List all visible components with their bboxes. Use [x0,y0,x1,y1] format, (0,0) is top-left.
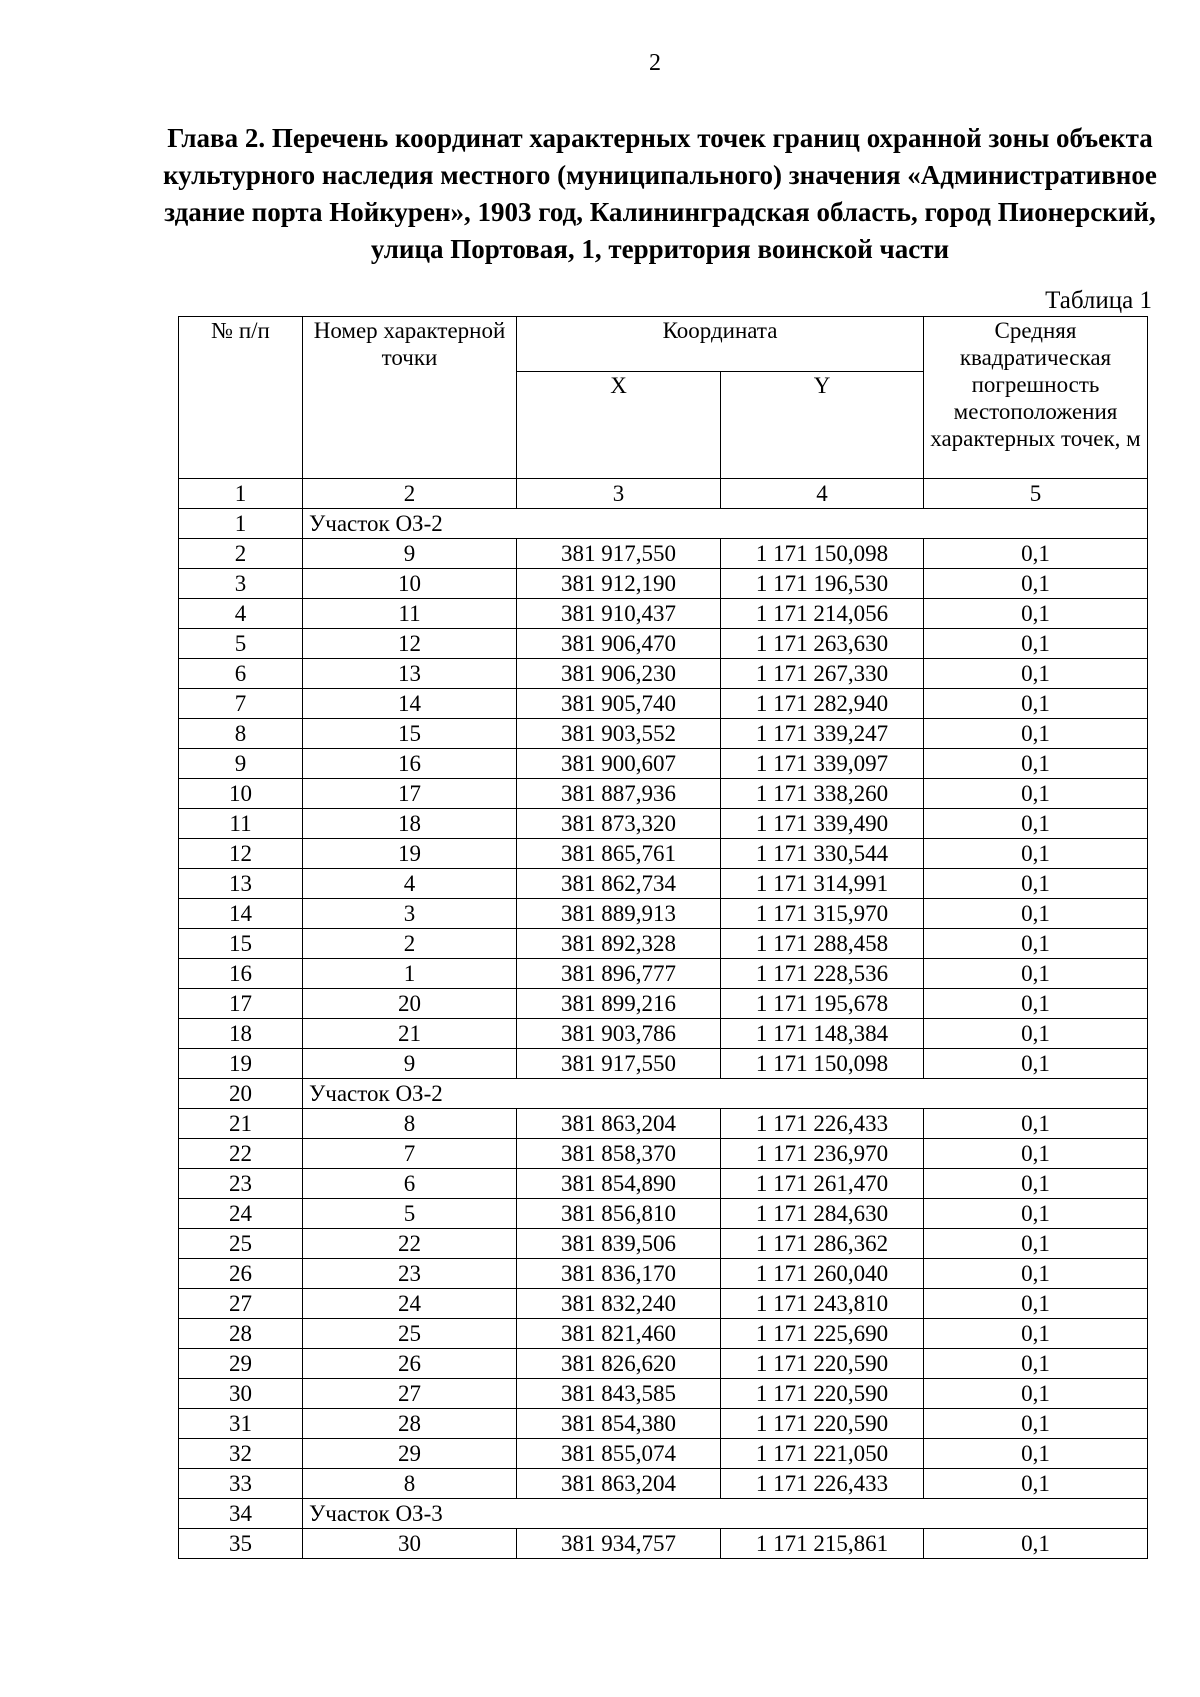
error-cell: 0,1 [924,569,1148,599]
row-number-cell: 32 [179,1439,303,1469]
table-row [179,1049,1148,1079]
row-number-cell: 34 [179,1499,303,1529]
column-number: 4 [721,479,924,509]
page-number: 2 [649,50,661,76]
error-cell: 0,1 [924,1169,1148,1199]
x-coordinate-cell: 381 896,777 [517,959,721,989]
error-cell: 0,1 [924,719,1148,749]
table-header [179,317,1148,509]
error-cell: 0,1 [924,1109,1148,1139]
point-number-cell: 9 [303,1049,517,1079]
section-row [179,1079,1148,1109]
point-number-cell: 30 [303,1529,517,1559]
table-row [179,779,1148,809]
y-coordinate-cell: 1 171 226,433 [721,1469,924,1499]
table-row [179,1439,1148,1469]
y-coordinate-cell: 1 171 220,590 [721,1349,924,1379]
row-number-cell: 10 [179,779,303,809]
row-number-cell: 16 [179,959,303,989]
section-row [179,1499,1148,1529]
x-coordinate-cell: 381 854,890 [517,1169,721,1199]
row-number-cell: 19 [179,1049,303,1079]
error-cell: 0,1 [924,1529,1148,1559]
y-coordinate-cell: 1 171 214,056 [721,599,924,629]
y-coordinate-cell: 1 171 195,678 [721,989,924,1019]
y-coordinate-cell: 1 171 260,040 [721,1259,924,1289]
error-cell: 0,1 [924,989,1148,1019]
x-coordinate-cell: 381 934,757 [517,1529,721,1559]
row-number-cell: 33 [179,1469,303,1499]
point-number-cell: 28 [303,1409,517,1439]
y-coordinate-cell: 1 171 267,330 [721,659,924,689]
header-coordinate: Координата [517,317,924,372]
table-row [179,539,1148,569]
table-row [179,929,1148,959]
row-number-cell: 31 [179,1409,303,1439]
point-number-cell: 12 [303,629,517,659]
y-coordinate-cell: 1 171 288,458 [721,929,924,959]
table-row [179,1259,1148,1289]
error-cell: 0,1 [924,929,1148,959]
point-number-cell: 23 [303,1259,517,1289]
table-row [179,599,1148,629]
row-number-cell: 29 [179,1349,303,1379]
point-number-cell: 20 [303,989,517,1019]
row-number-cell: 4 [179,599,303,629]
x-coordinate-cell: 381 821,460 [517,1319,721,1349]
table-row [179,1349,1148,1379]
table-row [179,1229,1148,1259]
x-coordinate-cell: 381 905,740 [517,689,721,719]
error-cell: 0,1 [924,779,1148,809]
y-coordinate-cell: 1 171 196,530 [721,569,924,599]
x-coordinate-cell: 381 917,550 [517,539,721,569]
table-row [179,839,1148,869]
y-coordinate-cell: 1 171 315,970 [721,899,924,929]
error-cell: 0,1 [924,689,1148,719]
error-cell: 0,1 [924,1379,1148,1409]
point-number-cell: 5 [303,1199,517,1229]
point-number-cell: 29 [303,1439,517,1469]
section-label-cell: Участок ОЗ-3 [303,1499,1148,1529]
error-cell: 0,1 [924,1049,1148,1079]
table-row [179,959,1148,989]
point-number-cell: 19 [303,839,517,869]
y-coordinate-cell: 1 171 261,470 [721,1169,924,1199]
row-number-cell: 21 [179,1109,303,1139]
x-coordinate-cell: 381 843,585 [517,1379,721,1409]
table-row [179,1199,1148,1229]
error-cell: 0,1 [924,1409,1148,1439]
point-number-cell: 26 [303,1349,517,1379]
x-coordinate-cell: 381 839,506 [517,1229,721,1259]
x-coordinate-cell: 381 889,913 [517,899,721,929]
error-cell: 0,1 [924,1469,1148,1499]
row-number-cell: 7 [179,689,303,719]
x-coordinate-cell: 381 873,320 [517,809,721,839]
point-number-cell: 8 [303,1469,517,1499]
x-coordinate-cell: 381 917,550 [517,1049,721,1079]
table-row [179,1289,1148,1319]
point-number-cell: 3 [303,899,517,929]
table-row [179,1469,1148,1499]
point-number-cell: 2 [303,929,517,959]
x-coordinate-cell: 381 906,230 [517,659,721,689]
y-coordinate-cell: 1 171 150,098 [721,539,924,569]
point-number-cell: 22 [303,1229,517,1259]
x-coordinate-cell: 381 912,190 [517,569,721,599]
x-coordinate-cell: 381 892,328 [517,929,721,959]
y-coordinate-cell: 1 171 243,810 [721,1289,924,1319]
error-cell: 0,1 [924,1349,1148,1379]
row-number-cell: 26 [179,1259,303,1289]
table-row [179,1169,1148,1199]
error-cell: 0,1 [924,629,1148,659]
error-cell: 0,1 [924,1259,1148,1289]
x-coordinate-cell: 381 863,204 [517,1469,721,1499]
document-title: Глава 2. Перечень координат характерных точек границ охранной зоны объекта культурного наследия местного (муниципального) значения «Административное здание порта Нойкурен», 1903 год, Калининградская область, город Пионерский, улица Портовая, 1, территория воинской части [163,123,1157,264]
table-row [179,569,1148,599]
table-row [179,1529,1148,1559]
point-number-cell: 21 [303,1019,517,1049]
x-coordinate-cell: 381 858,370 [517,1139,721,1169]
y-coordinate-cell: 1 171 220,590 [721,1379,924,1409]
x-coordinate-cell: 381 856,810 [517,1199,721,1229]
error-cell: 0,1 [924,1289,1148,1319]
x-coordinate-cell: 381 887,936 [517,779,721,809]
row-number-cell: 17 [179,989,303,1019]
table-row [179,659,1148,689]
y-coordinate-cell: 1 171 338,260 [721,779,924,809]
header-y: Y [721,372,924,479]
x-coordinate-cell: 381 855,074 [517,1439,721,1469]
x-coordinate-cell: 381 906,470 [517,629,721,659]
row-number-cell: 22 [179,1139,303,1169]
y-coordinate-cell: 1 171 314,991 [721,869,924,899]
table-row [179,1409,1148,1439]
row-number-cell: 14 [179,899,303,929]
error-cell: 0,1 [924,1319,1148,1349]
error-cell: 0,1 [924,1019,1148,1049]
header-num: № п/п [179,317,303,479]
row-number-cell: 9 [179,749,303,779]
point-number-cell: 7 [303,1139,517,1169]
row-number-cell: 11 [179,809,303,839]
x-coordinate-cell: 381 832,240 [517,1289,721,1319]
table-body [179,509,1148,1559]
y-coordinate-cell: 1 171 236,970 [721,1139,924,1169]
header-x: X [517,372,721,479]
column-number: 3 [517,479,721,509]
row-number-cell: 1 [179,509,303,539]
table-row [179,1379,1148,1409]
point-number-cell: 15 [303,719,517,749]
error-cell: 0,1 [924,869,1148,899]
point-number-cell: 10 [303,569,517,599]
row-number-cell: 8 [179,719,303,749]
error-cell: 0,1 [924,959,1148,989]
column-number: 2 [303,479,517,509]
x-coordinate-cell: 381 903,552 [517,719,721,749]
point-number-cell: 24 [303,1289,517,1319]
x-coordinate-cell: 381 903,786 [517,1019,721,1049]
y-coordinate-cell: 1 171 150,098 [721,1049,924,1079]
row-number-cell: 25 [179,1229,303,1259]
y-coordinate-cell: 1 171 220,590 [721,1409,924,1439]
y-coordinate-cell: 1 171 330,544 [721,839,924,869]
row-number-cell: 24 [179,1199,303,1229]
point-number-cell: 8 [303,1109,517,1139]
column-number-row [179,479,1148,509]
error-cell: 0,1 [924,659,1148,689]
table-row [179,809,1148,839]
y-coordinate-cell: 1 171 263,630 [721,629,924,659]
error-cell: 0,1 [924,749,1148,779]
row-number-cell: 6 [179,659,303,689]
row-number-cell: 13 [179,869,303,899]
x-coordinate-cell: 381 854,380 [517,1409,721,1439]
y-coordinate-cell: 1 171 339,490 [721,809,924,839]
table-row [179,629,1148,659]
error-cell: 0,1 [924,839,1148,869]
y-coordinate-cell: 1 171 226,433 [721,1109,924,1139]
point-number-cell: 4 [303,869,517,899]
error-cell: 0,1 [924,599,1148,629]
error-cell: 0,1 [924,809,1148,839]
table-row [179,1109,1148,1139]
y-coordinate-cell: 1 171 284,630 [721,1199,924,1229]
y-coordinate-cell: 1 171 228,536 [721,959,924,989]
row-number-cell: 12 [179,839,303,869]
error-cell: 0,1 [924,899,1148,929]
point-number-cell: 16 [303,749,517,779]
table-row [179,899,1148,929]
y-coordinate-cell: 1 171 221,050 [721,1439,924,1469]
x-coordinate-cell: 381 910,437 [517,599,721,629]
row-number-cell: 2 [179,539,303,569]
x-coordinate-cell: 381 899,216 [517,989,721,1019]
table-row [179,1319,1148,1349]
point-number-cell: 6 [303,1169,517,1199]
section-label-cell: Участок ОЗ-2 [303,509,1148,539]
table-row [179,749,1148,779]
error-cell: 0,1 [924,1199,1148,1229]
x-coordinate-cell: 381 863,204 [517,1109,721,1139]
column-number: 1 [179,479,303,509]
table-row [179,989,1148,1019]
x-coordinate-cell: 381 862,734 [517,869,721,899]
point-number-cell: 27 [303,1379,517,1409]
coordinates-table [178,316,1148,1559]
row-number-cell: 27 [179,1289,303,1319]
point-number-cell: 9 [303,539,517,569]
y-coordinate-cell: 1 171 339,247 [721,719,924,749]
point-number-cell: 13 [303,659,517,689]
row-number-cell: 3 [179,569,303,599]
point-number-cell: 1 [303,959,517,989]
x-coordinate-cell: 381 826,620 [517,1349,721,1379]
table-row [179,869,1148,899]
error-cell: 0,1 [924,1229,1148,1259]
row-number-cell: 30 [179,1379,303,1409]
section-label-cell: Участок ОЗ-2 [303,1079,1148,1109]
error-cell: 0,1 [924,539,1148,569]
error-cell: 0,1 [924,1139,1148,1169]
table-row [179,1139,1148,1169]
row-number-cell: 28 [179,1319,303,1349]
header-error: Средняя квадратическая погрешность местоположения характерных точек, м [924,317,1148,479]
point-number-cell: 18 [303,809,517,839]
y-coordinate-cell: 1 171 215,861 [721,1529,924,1559]
row-number-cell: 23 [179,1169,303,1199]
table-row [179,689,1148,719]
y-coordinate-cell: 1 171 286,362 [721,1229,924,1259]
header-point: Номер характерной точки [303,317,517,479]
table-row [179,719,1148,749]
row-number-cell: 15 [179,929,303,959]
y-coordinate-cell: 1 171 225,690 [721,1319,924,1349]
x-coordinate-cell: 381 900,607 [517,749,721,779]
table-caption: Таблица 1 [1045,287,1152,314]
point-number-cell: 25 [303,1319,517,1349]
x-coordinate-cell: 381 836,170 [517,1259,721,1289]
y-coordinate-cell: 1 171 148,384 [721,1019,924,1049]
section-row [179,509,1148,539]
y-coordinate-cell: 1 171 339,097 [721,749,924,779]
row-number-cell: 35 [179,1529,303,1559]
x-coordinate-cell: 381 865,761 [517,839,721,869]
point-number-cell: 14 [303,689,517,719]
point-number-cell: 17 [303,779,517,809]
point-number-cell: 11 [303,599,517,629]
row-number-cell: 5 [179,629,303,659]
y-coordinate-cell: 1 171 282,940 [721,689,924,719]
row-number-cell: 18 [179,1019,303,1049]
column-number: 5 [924,479,1148,509]
table-row [179,1019,1148,1049]
row-number-cell: 20 [179,1079,303,1109]
error-cell: 0,1 [924,1439,1148,1469]
